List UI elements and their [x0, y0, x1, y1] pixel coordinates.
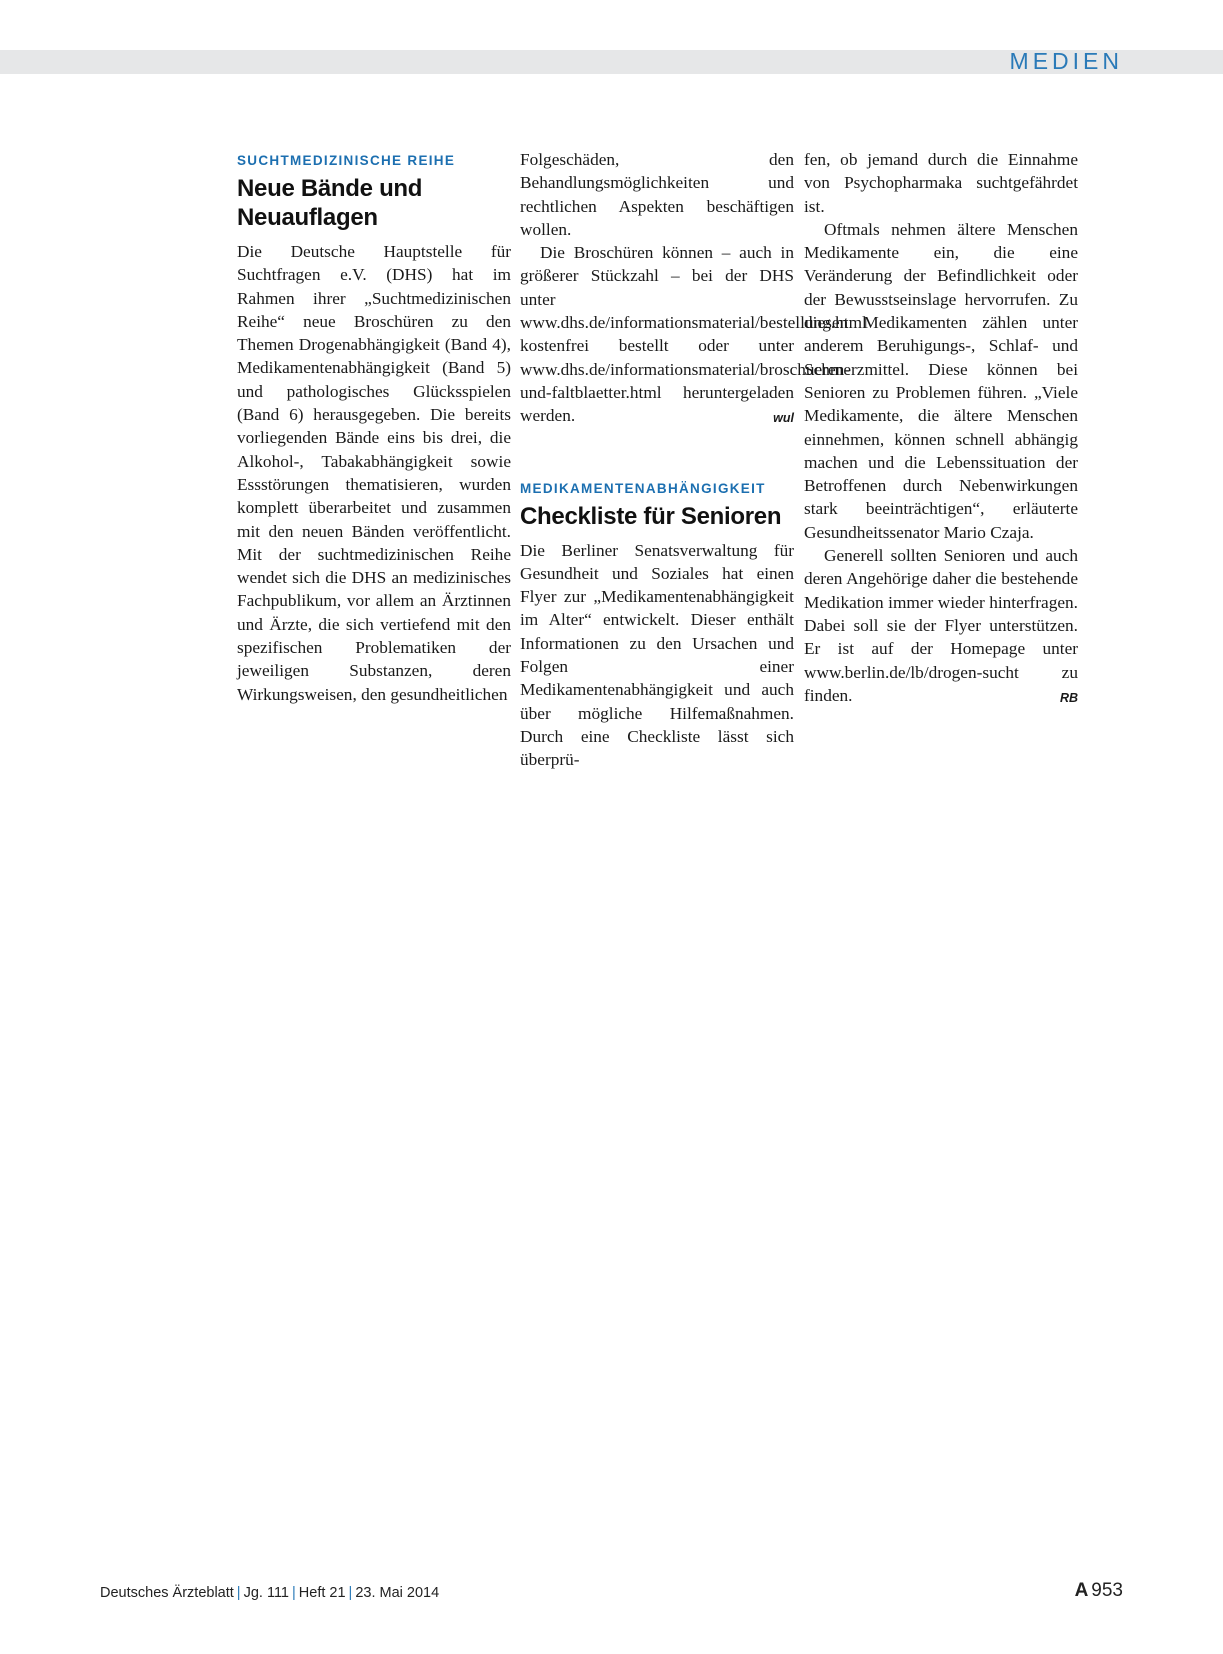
article1-signature: wul	[773, 411, 794, 426]
footer-issue: Heft 21	[298, 1585, 346, 1601]
article-separator	[520, 428, 794, 476]
article2-paragraph-1-continued: fen, ob jemand durch die Einnahme von Psychopharmaka suchtgefährdet ist.	[804, 150, 1078, 216]
article1-paragraph-1-continued: Folgeschäden, den Behandlungsmöglichkeiten und rechtlichen Aspekten beschäftigen wollen.	[520, 150, 794, 239]
article2-paragraph-1: Die Berliner Senatsverwaltung für Gesundheit und Soziales hat einen Flyer zur „Medikamentenabhängigkeit im Alter“ entwickelt. Dieser enthält Informationen zu den Ursachen und Folgen einer Medikamentenabhängigkeit und auch über mögliche Hilfemaßnahmen. Durch eine Checkliste lässt sich überprü-	[520, 540, 794, 770]
article2-kicker: MEDIKAMENTENABHÄNGIGKEIT	[520, 480, 766, 496]
article2-paragraph-2: Oftmals nehmen ältere Menschen Medikamente ein, die eine Veränderung der Befindlichkeit oder der Bewusstseinslage hervorrufen. Zu diesen Medikamenten zählen unter anderem Beruhigungs-, Schlaf- und Schmerzmittel. Diese können bei Senioren zu Problemen führen. „Viele Medikamente, die ältere Menschen einnehmen, können schnell abhängig machen und die Lebenssituation der Betroffenen durch Nebenwirkungen stark beeinträchtigen“, erläuterte Gesundheitssenator Mario Czaja.	[804, 219, 1078, 542]
column-1	[237, 148, 511, 706]
footer-volume: Jg. 111	[243, 1585, 289, 1601]
page-number	[1075, 1580, 1123, 1602]
page-number-value: 953	[1091, 1580, 1123, 1601]
footer-divider: |	[292, 1585, 296, 1601]
footer-citation	[100, 1585, 439, 1601]
page-prefix: A	[1074, 1580, 1089, 1601]
article1-paragraph-2-text: Die Broschüren können – auch in größerer Stückzahl – bei der DHS unter www.dhs.de/informationsmaterial/bestellung.html kostenfrei bestellt oder unter www.dhs.de/informationsmaterial/broschueren-und-faltblaetter.html heruntergeladen werden.	[520, 243, 867, 426]
article2-paragraph-3-text: Generell sollten Senioren und auch deren Angehörige daher die bestehende Medikation immer wieder hinterfragen. Dabei soll sie der Flyer unterstützen. Er ist auf der Homepage unter www.berlin.de/lb/drogen-sucht zu finden.	[804, 546, 1078, 705]
column-3	[804, 148, 1078, 710]
footer-journal: Deutsches Ärzteblatt	[100, 1585, 234, 1601]
footer-date: 23. Mai 2014	[355, 1585, 440, 1601]
article1-kicker: SUCHTMEDIZINISCHE REIHE	[237, 153, 456, 168]
footer-divider: |	[348, 1585, 353, 1601]
article1-headline: Neue Bände und Neuauflagen	[237, 175, 423, 231]
article2-paragraph-3	[804, 544, 1078, 707]
article1-paragraph-1: Die Deutsche Hauptstelle für Suchtfragen e.V. (DHS) hat im Rahmen ihrer „Suchtmedizinischen Reihe“ neue Broschüren zu den Themen Drogenabhängigkeit (Band 4), Medikamentenabhängigkeit (Band 5) und pathologisches Glücksspielen (Band 6) herausgegeben. Die bereits vorliegenden Bände eins bis drei, die Alkohol-, Tabakabhängigkeit sowie Essstörungen thematisieren, wurden komplett überarbeitet und zusammen mit den neuen Bänden veröffentlicht. Mit der suchtmedizinischen Reihe wendet sich die DHS an medizinisches Fachpublikum, vor allem an Ärztinnen und Ärzte, die sich vertiefend mit den spezifischen Problematiken der jeweiligen Substanzen, deren Wirkungsweisen, den gesundheitlichen	[237, 242, 511, 704]
footer-divider: |	[236, 1585, 241, 1601]
article2-signature: RB	[1059, 690, 1078, 705]
section-label: MEDIEN	[1009, 48, 1123, 74]
article1-paragraph-2	[520, 241, 867, 427]
column-2	[520, 148, 867, 772]
article2-headline: Checkliste für Senioren	[520, 502, 782, 530]
